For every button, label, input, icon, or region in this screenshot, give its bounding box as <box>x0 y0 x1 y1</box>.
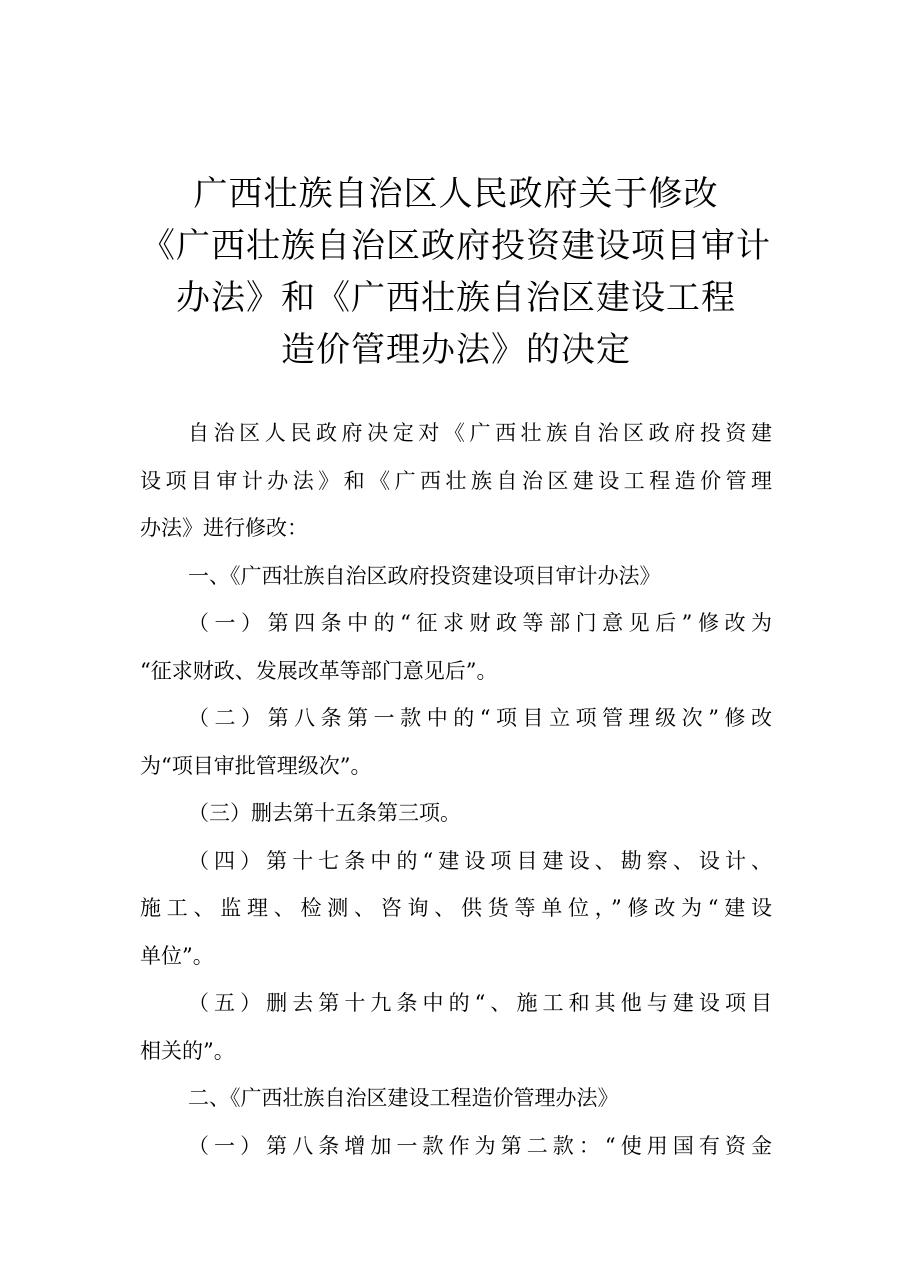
body-line: （一）第八条增加一款作为第二款：“使用国有资金 <box>188 1133 772 1158</box>
body-line: （二）第八条第一款中的“项目立项管理级次”修改 <box>188 706 772 730</box>
body-line: 办法》进行修改： <box>140 516 308 540</box>
title-line-4: 造价管理办法》的决定 <box>281 330 631 370</box>
body-line: 自治区人民政府决定对《广西壮族自治区政府投资建 <box>188 421 772 445</box>
body-line: （四）第十七条中的“建设项目建设、勘察、设计、 <box>188 848 772 873</box>
title-line-3: 办法》和《广西壮族自治区建设工程 <box>176 278 736 318</box>
body-line: 施工、监理、检测、咨询、供货等单位，”修改为“建设 <box>140 896 772 920</box>
body-line: （三）删去第十五条第三项。 <box>188 801 461 825</box>
body-line: “征求财政、发展改革等部门意见后”。 <box>140 658 498 683</box>
body-line: 为“项目审批管理级次”。 <box>140 753 372 778</box>
title-line-2: 《广西壮族自治区政府投资建设项目审计 <box>141 226 771 266</box>
body-line: 设项目审计办法》和《广西壮族自治区建设工程造价管理 <box>140 468 772 493</box>
body-line: （一）第四条中的“征求财政等部门意见后”修改为 <box>188 611 772 635</box>
body-line: 单位”。 <box>140 943 214 968</box>
body-line: 二、《广西壮族自治区建设工程造价管理办法》 <box>188 1086 619 1110</box>
body-line: （五）删去第十九条中的“、施工和其他与建设项目 <box>188 991 772 1015</box>
document-body <box>140 410 772 1170</box>
title-line-1: 广西壮族自治区人民政府关于修改 <box>193 174 719 214</box>
body-line: 一、《广西壮族自治区政府投资建设项目审计办法》 <box>188 563 661 588</box>
document-title <box>140 168 772 376</box>
body-line: 相关的”。 <box>140 1038 235 1063</box>
